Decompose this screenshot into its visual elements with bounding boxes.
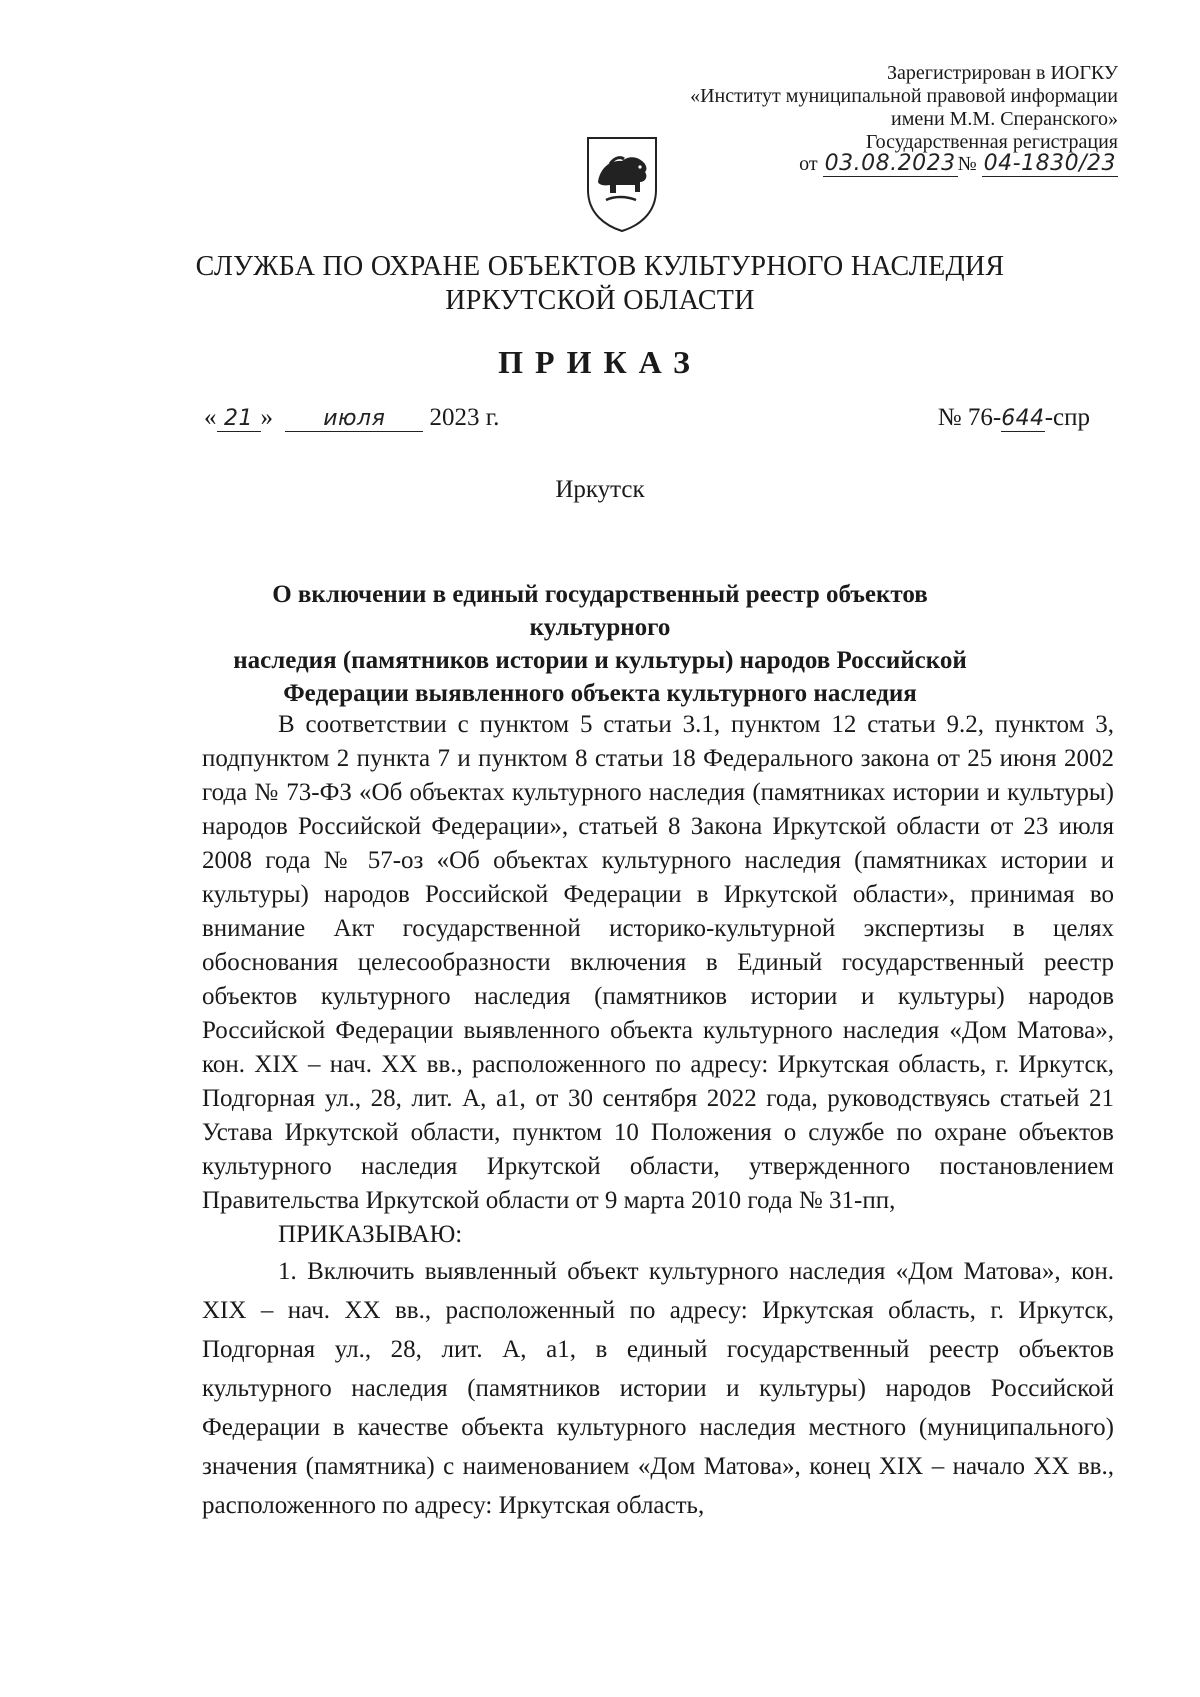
registration-line-4: Государственная регистрация xyxy=(865,131,1118,153)
registration-date-prefix: от xyxy=(799,153,818,175)
order-item-1: 1. Включить выявленный объект культурного наследия «Дом Матова», кон. XIX – нач. XX вв., расположенный по адресу: Иркутская область, г. Иркутск, Подгорная ул., 28, лит. А, а1, в единый государственный реестр объектов культурного наследия (памятников истории и культуры) народов Российской Федерации в качестве объекта культурного наследия местного (муниципального) значения (памятника) с наименованием «Дом Матова», конец XIX – начало XX вв., расположенного по адресу: Иркутская область, xyxy=(202,1258,1114,1519)
subject-line-1: О включении в единый государственный реестр объектов культурного xyxy=(272,581,928,641)
registration-line-2: «Институт муниципальной правовой информации xyxy=(690,85,1118,107)
order-body xyxy=(202,708,1114,1525)
registration-number: 04-1830/23 xyxy=(983,151,1116,176)
agency-name xyxy=(0,250,1200,318)
agency-line-1: СЛУЖБА ПО ОХРАНЕ ОБЪЕКТОВ КУЛЬТУРНОГО НАСЛЕДИЯ xyxy=(195,251,1005,282)
registration-line-3: имени М.М. Сперанского» xyxy=(891,108,1118,130)
order-year: 2023 г. xyxy=(429,404,500,431)
quote-close: » xyxy=(260,404,273,431)
registration-date-row xyxy=(648,152,1118,176)
order-number-prefix: № 76- xyxy=(937,404,1002,431)
order-command: ПРИКАЗЫВАЮ: xyxy=(278,1221,463,1248)
subject-line-3: Федерации выявленного объекта культурного наследия xyxy=(283,680,917,707)
order-day: 21 xyxy=(217,406,261,432)
order-date xyxy=(204,404,499,432)
order-month: июля xyxy=(285,406,423,432)
order-subject xyxy=(200,578,1000,710)
registration-date: 03.08.2023 xyxy=(824,151,956,176)
agency-line-2: ИРКУТСКОЙ ОБЛАСТИ xyxy=(445,285,755,316)
registration-stamp xyxy=(648,62,1118,176)
coat-of-arms-icon xyxy=(582,134,662,234)
document-type: ПРИКАЗ xyxy=(498,344,702,380)
subject-line-2: наследия (памятников истории и культуры) народов Российской xyxy=(233,647,967,674)
quote-open: « xyxy=(204,404,217,431)
registration-line-1: Зарегистрирован в ИОГКУ xyxy=(887,62,1118,84)
city: Иркутск xyxy=(555,476,645,503)
registration-number-prefix: № xyxy=(957,153,977,175)
order-number xyxy=(938,404,1090,432)
order-number-handwritten: 644 xyxy=(1001,406,1045,431)
order-number-suffix: -спр xyxy=(1044,404,1090,431)
preamble-paragraph: В соответствии с пунктом 5 статьи 3.1, пунктом 12 статьи 9.2, пунктом 3, подпунктом 2 пункта 7 и пунктом 8 статьи 18 Федерального закона от 25 июня 2002 года № 73-ФЗ «Об объектах культурного наследия (памятниках истории и культуры) народов Российской Федерации», статьей 8 Закона Иркутской области от 23 июля 2008 года № 57-оз «Об объектах культурного наследия (памятниках истории и культуры) народов Российской Федерации в Иркутской области», принимая во внимание Акт государственной историко-культурной экспертизы в целях обоснования целесообразности включения в Единый государственный реестр объектов культурного наследия (памятников истории и культуры) народов Российской Федерации выявленного объекта культурного наследия «Дом Матова», кон. XIX – нач. XX вв., расположенного по адресу: Иркутская область, г. Иркутск, Подгорная ул., 28, лит. А, а1, от 30 сентября 2022 года, руководствуясь статьей 21 Устава Иркутской области, пунктом 10 Положения о службе по охране объектов культурного наследия Иркутской области, утвержденного постановлением Правительства Иркутской области от 9 марта 2010 года № 31-пп, xyxy=(202,711,1114,1214)
